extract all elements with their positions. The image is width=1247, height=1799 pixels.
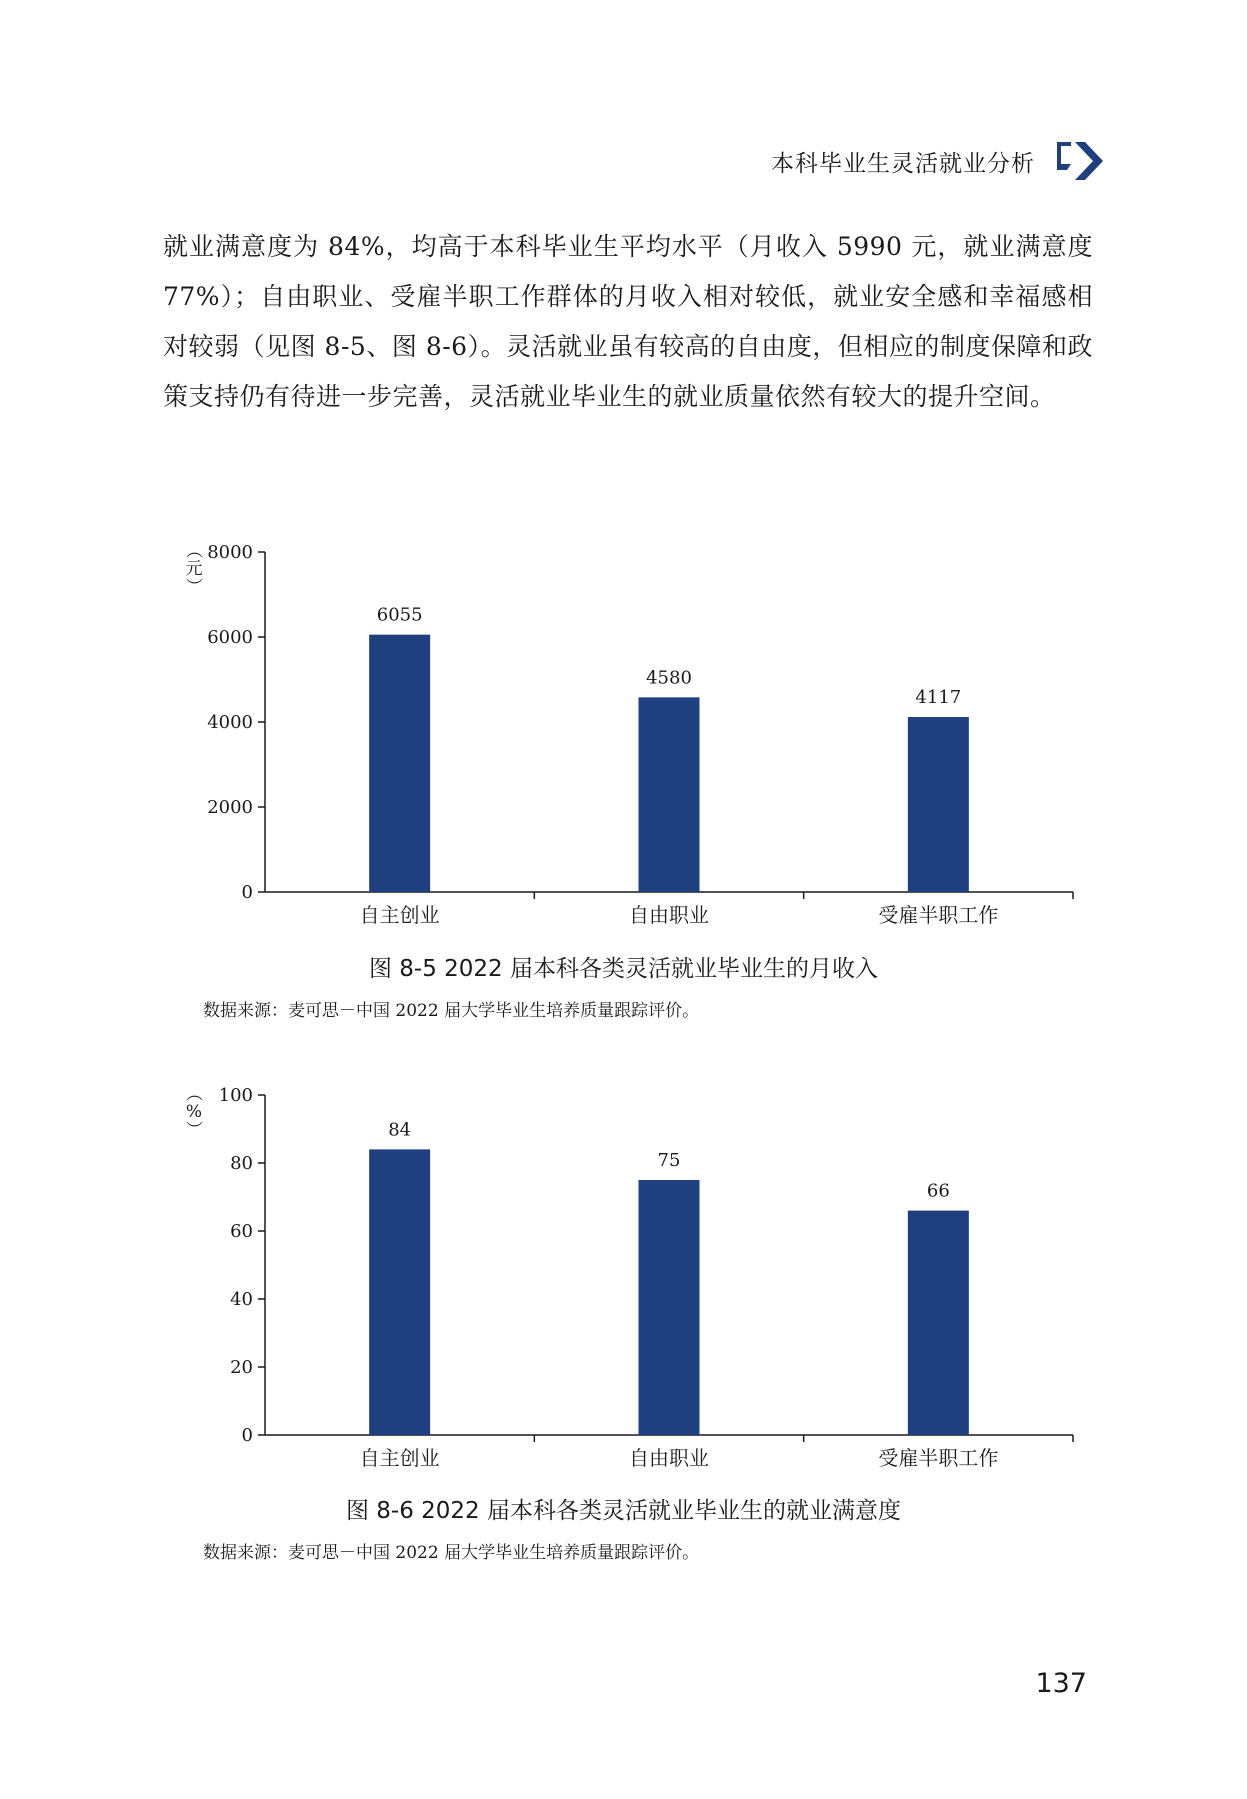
page-number: 137	[1035, 1668, 1087, 1699]
bar-自由职业	[639, 697, 700, 892]
y-tick-label: 40	[230, 1289, 253, 1310]
y-tick-label: 0	[241, 1425, 253, 1446]
y-axis-unit-char: ）	[183, 1120, 203, 1138]
y-axis-unit-char: （	[183, 541, 203, 559]
bar-受雇半职工作	[908, 717, 969, 892]
data-label: 84	[388, 1119, 412, 1141]
data-source-8-6: 数据来源：麦可思－中国 2022 届大学毕业生培养质量跟踪评价。	[203, 1543, 700, 1563]
y-tick-label: 0	[241, 882, 253, 903]
header-title: 本科毕业生灵活就业分析	[771, 150, 1035, 177]
y-tick-label: 20	[230, 1357, 253, 1378]
x-category-label: 受雇半职工作	[878, 1446, 999, 1470]
running-header	[771, 138, 1107, 184]
y-tick-label: 80	[230, 1153, 253, 1174]
y-tick-label: 8000	[207, 542, 253, 563]
body-paragraph: 就业满意度为 84%，均高于本科毕业生平均水平（月收入 5990 元，就业满意度 77%）；自由职业、受雇半职工作群体的月收入相对较低，就业安全感和幸福感相对较弱（见图 8-5、图 8-6）。灵活就业虽有较高的自由度，但相应的制度保障和政策支持仍有待进一步完善，灵活就业毕业生的就业质量依然有较大的提升空间。	[163, 232, 1093, 411]
y-axis-unit-label	[183, 542, 203, 595]
y-tick-label: 4000	[207, 712, 253, 733]
data-label: 4580	[646, 667, 692, 689]
data-source-8-5: 数据来源：麦可思－中国 2022 届大学毕业生培养质量跟踪评价。	[203, 1001, 700, 1021]
y-axis-unit-char: %	[185, 1102, 203, 1122]
x-category-label: 自主创业	[359, 1446, 440, 1470]
y-tick-label: 6000	[207, 627, 253, 648]
figure-caption-8-6: 图 8-6 2022 届本科各类灵活就业毕业生的就业满意度	[345, 1498, 902, 1524]
data-label: 66	[926, 1180, 950, 1202]
data-label: 4117	[915, 687, 962, 709]
bar-自主创业	[369, 635, 430, 892]
y-tick-label: 60	[230, 1221, 253, 1242]
bar-自主创业	[369, 1149, 430, 1435]
chart-svg	[170, 1083, 1090, 1473]
y-axis-unit-char: 元	[185, 559, 203, 579]
chapter-logo-icon	[1053, 138, 1107, 184]
y-tick-label: 100	[218, 1085, 253, 1106]
y-tick-label: 2000	[207, 797, 253, 818]
figure-caption-8-5: 图 8-5 2022 届本科各类灵活就业毕业生的月收入	[368, 956, 879, 982]
x-category-label: 自由职业	[629, 1446, 709, 1470]
y-axis-unit-char: ）	[183, 577, 203, 595]
chart-monthly-income	[170, 540, 1090, 930]
x-category-label: 自主创业	[359, 903, 440, 927]
bar-受雇半职工作	[908, 1211, 969, 1435]
x-category-label: 受雇半职工作	[878, 903, 999, 927]
y-axis-unit-char: （	[183, 1084, 203, 1102]
chart-svg	[170, 540, 1090, 930]
bar-自由职业	[639, 1180, 700, 1435]
data-label: 75	[657, 1150, 681, 1171]
data-label: 6055	[376, 604, 423, 626]
y-axis-unit-label	[183, 1085, 203, 1138]
chart-job-satisfaction	[170, 1083, 1090, 1473]
x-category-label: 自由职业	[629, 903, 709, 927]
